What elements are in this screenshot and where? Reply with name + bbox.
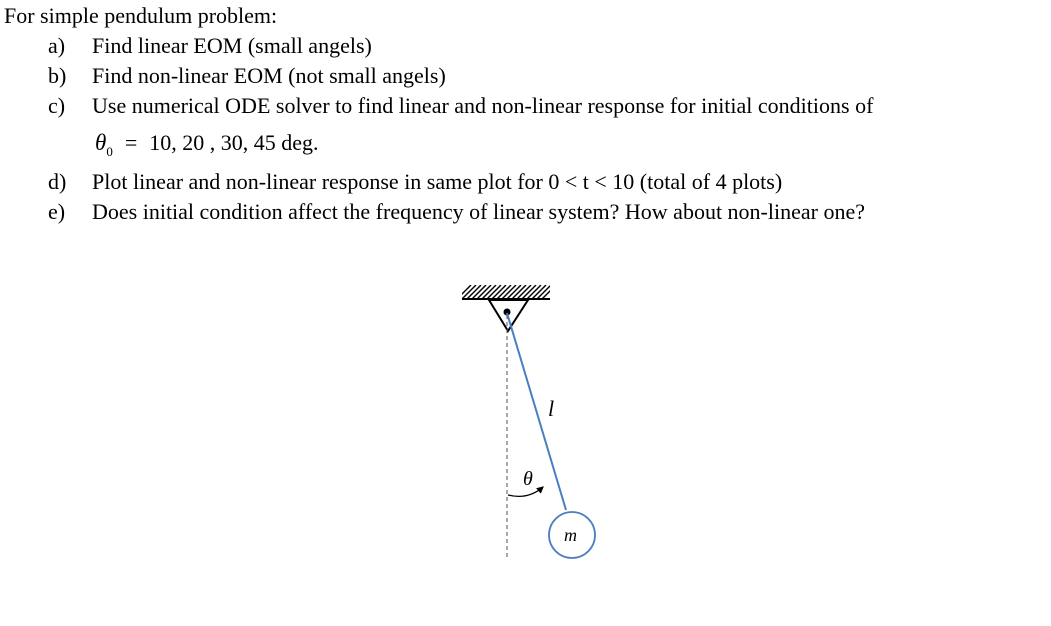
item-c-label: c) [48, 93, 66, 118]
item-d-label: d) [48, 169, 67, 194]
angle-label: θ [523, 468, 533, 490]
item-b-label: b) [48, 63, 67, 88]
pendulum-rod [507, 313, 566, 510]
ceiling-hatching [457, 285, 556, 299]
initial-condition-values: 10, 20 , 30, 45 deg. [149, 130, 319, 155]
item-c-text: Use numerical ODE solver to find linear and non-linear response for initial conditions of [92, 93, 874, 118]
item-d-text: Plot linear and non-linear response in same plot for 0 < t < 10 (total of 4 plots) [92, 169, 783, 194]
problem-intro: For simple pendulum problem: [4, 3, 278, 28]
mass-label: m [564, 525, 577, 545]
item-b-text: Find non-linear EOM (not small angels) [92, 63, 446, 88]
equals-sign: = [124, 130, 138, 155]
theta-symbol: θ [95, 130, 107, 155]
item-e-label: e) [48, 199, 66, 224]
theta-subscript: 0 [106, 144, 113, 159]
length-label: l [548, 396, 555, 421]
item-a-label: a) [48, 33, 66, 58]
item-a-text: Find linear EOM (small angels) [92, 33, 372, 58]
item-e-text: Does initial condition affect the frequency of linear system? How about non-linear one? [92, 199, 865, 224]
